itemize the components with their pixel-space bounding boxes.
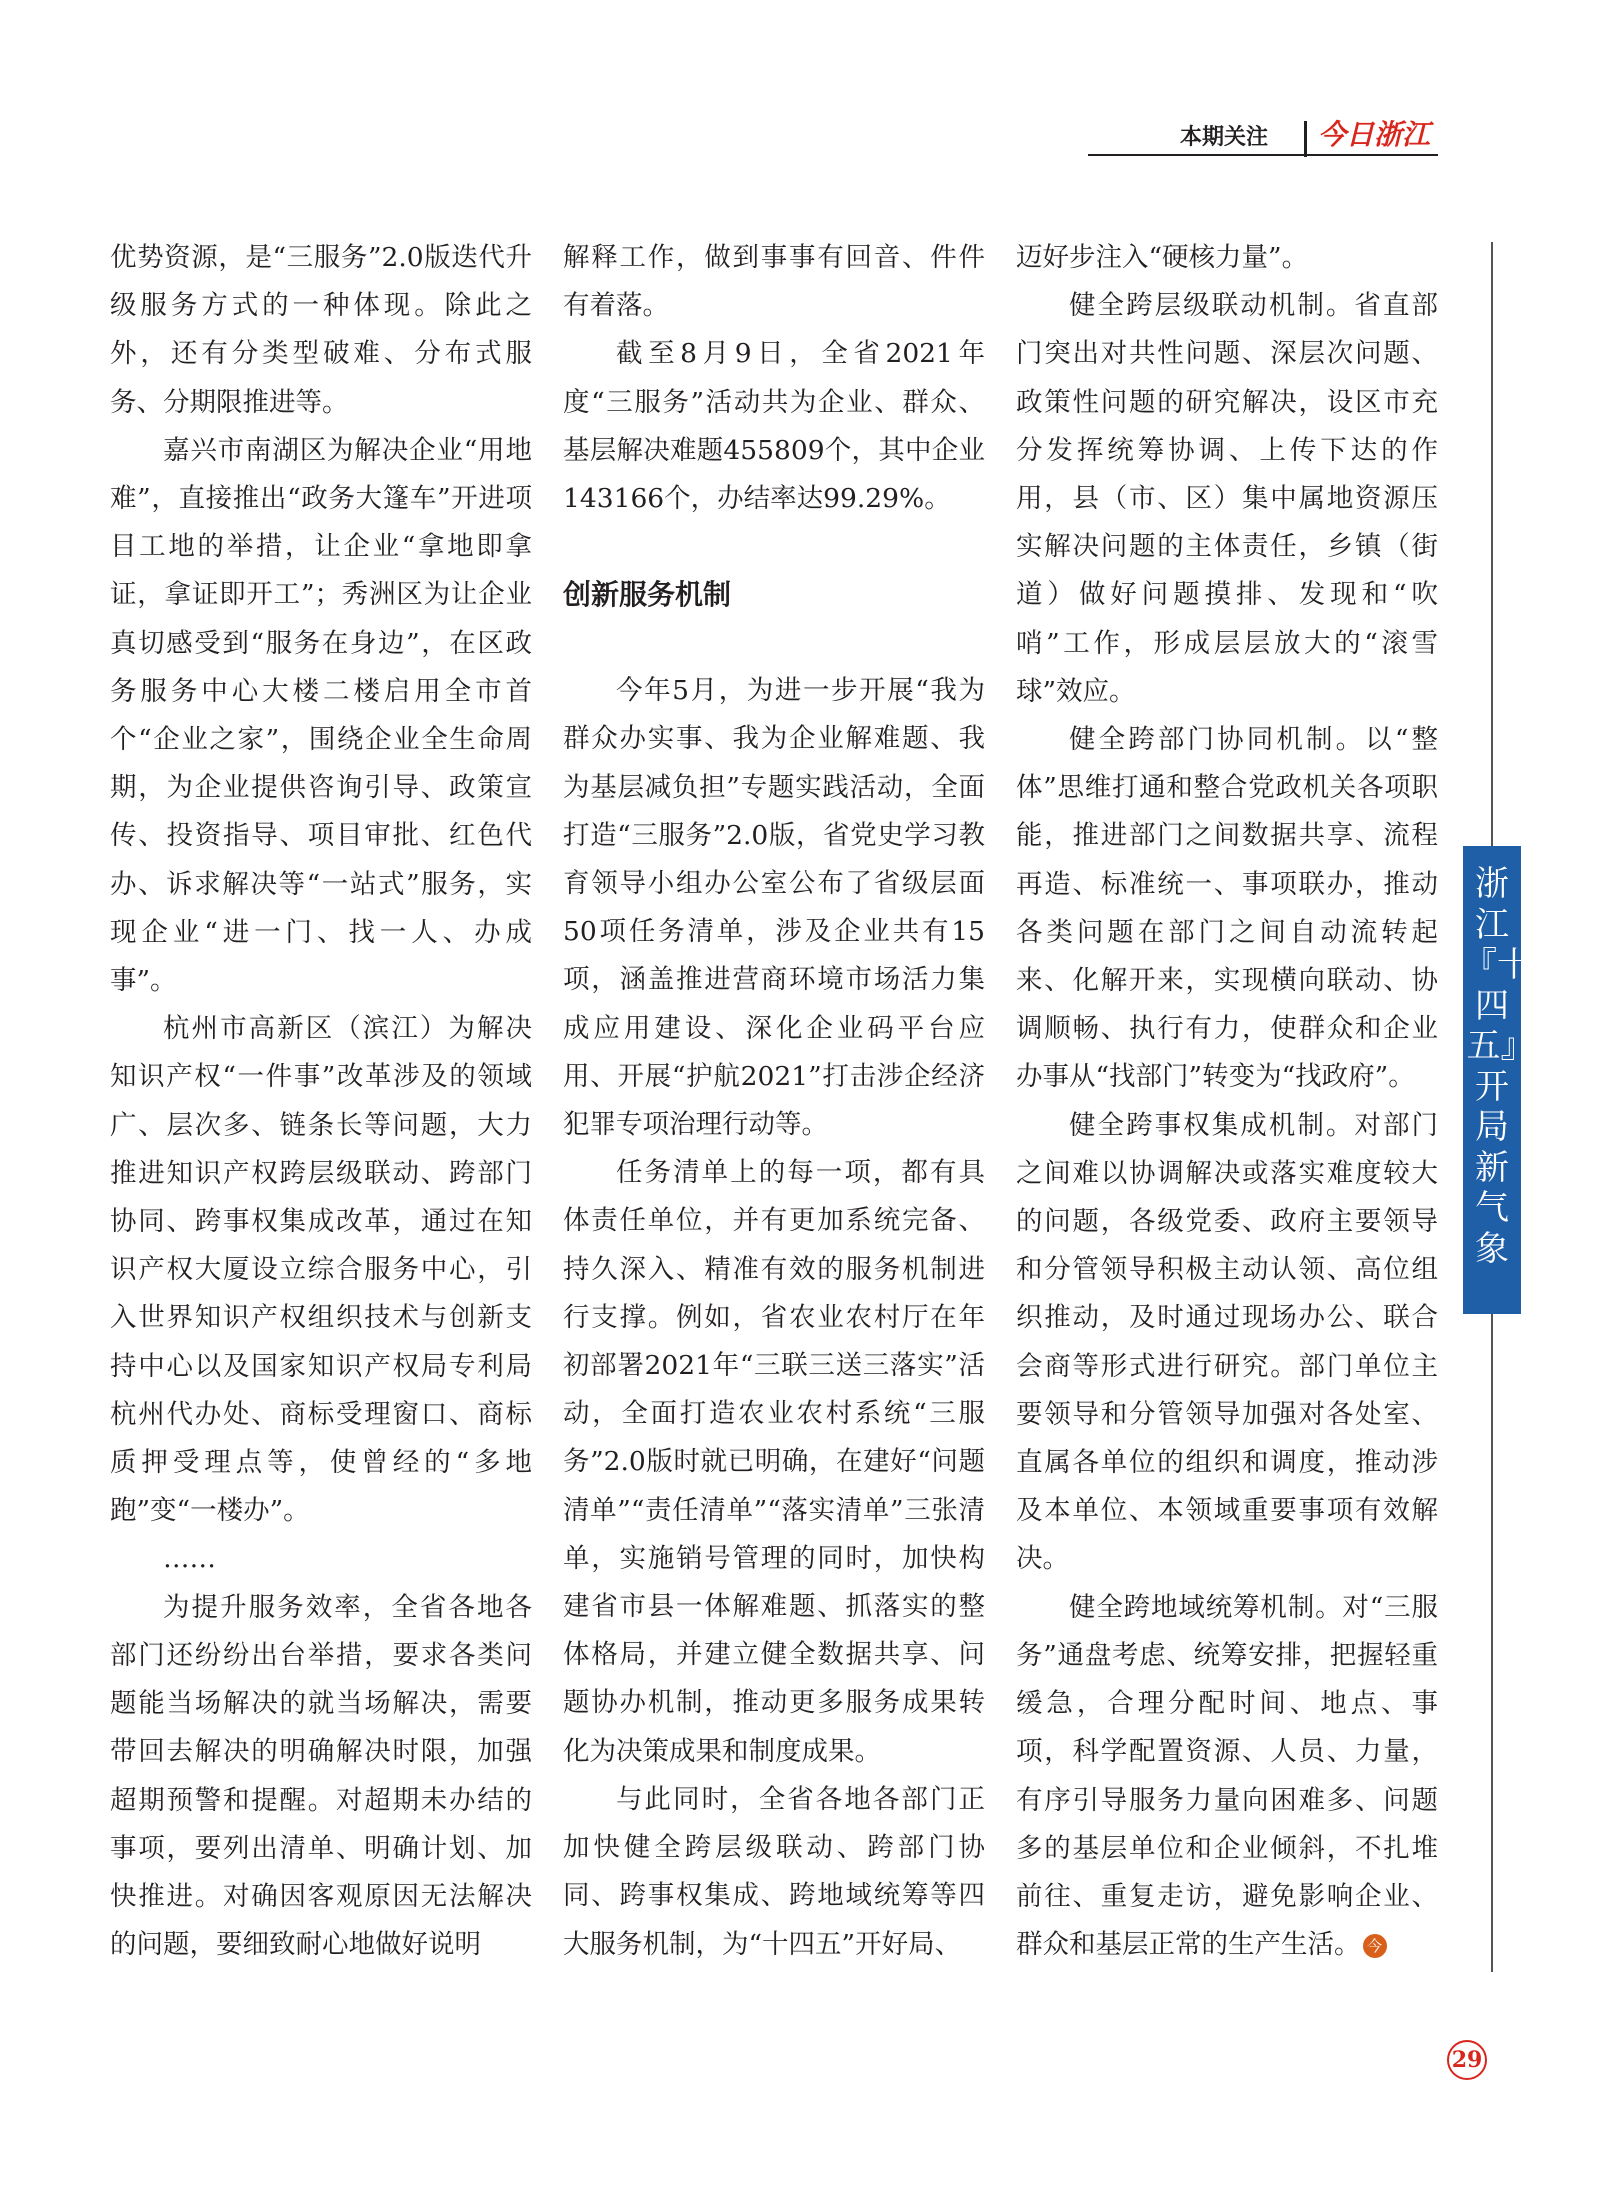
magazine-logo: 今日浙江 bbox=[1318, 118, 1431, 151]
paragraph: 解释工作，做到事事有回音、件件有着落。 bbox=[563, 242, 985, 322]
side-banner bbox=[1463, 846, 1531, 1314]
ellipsis: …… bbox=[163, 1543, 216, 1575]
article-end-icon: 今 bbox=[1363, 1934, 1387, 1958]
paragraph: 迈好步注入“硬核力量”。 bbox=[1016, 242, 1309, 273]
page-number: 29 bbox=[1447, 2040, 1487, 2080]
paragraph: 嘉兴市南湖区为解决企业“用地难”，直接推出“政务大篷车”开进项目工地的举措，让企业“拿地即拿证，拿证即开工”；秀洲区为让企业真切感受到“服务在身边”，在区政务服务中心大楼二楼启用全市首个“企业之家”，围绕企业全生命周期，为企业提供咨询引导、政策宣传、投资指导、项目审批、红色代办、诉求解决等“一站式”服务，实现企业“进一门、找一人、办成事”。 bbox=[110, 434, 532, 997]
paragraph: 健全跨层级联动机制。省直部门突出对共性问题、深层次问题、政策性问题的研究解决，设区市充分发挥统筹协调、上传下达的作用，县（市、区）集中属地资源压实解决问题的主体责任，乡镇（街道）做好问题摸排、发现和“吹哨”工作，形成层层放大的“滚雪球”效应。 bbox=[1016, 290, 1438, 707]
paragraph: 截至8月9日，全省2021年度“三服务”活动共为企业、群众、基层解决难题455809个，其中企业143166个，办结率达99.29%。 bbox=[563, 338, 985, 515]
paragraph: 健全跨部门协同机制。以“整体”思维打通和整合党政机关各项职能，推进部门之间数据共享、流程再造、标准统一、事项联办，推动各类问题在部门之间自动流转起来、化解开来，实现横向联动、协调顺畅、执行有力，使群众和企业办事从“找部门”转变为“找政府”。 bbox=[1016, 724, 1438, 1093]
paragraph: 任务清单上的每一项，都有具体责任单位，并有更加系统完备、持久深入、精准有效的服务机制进行支撑。例如，省农业农村厅在年初部署2021年“三联三送三落实”活动，全面打造农业农村系统“三服务”2.0版时就已明确，在建好“问题清单”“责任清单”“落实清单”三张清单，实施销号管理的同时，加快构建省市县一体解难题、抓落实的整体格局，并建立健全数据共享、问题协办机制，推动更多服务成果转化为决策成果和制度成果。 bbox=[563, 1157, 985, 1767]
paragraph-text: 健全跨地域统筹机制。对“三服务”通盘考虑、统筹安排，把握轻重缓急，合理分配时间、地点、事项，科学配置资源、人员、力量，有序引导服务力量向困难多、问题多的基层单位和企业倾斜，不扎堆前往、重复走访，避免影响企业、群众和基层正常的生产生活。 bbox=[1016, 1591, 1438, 1961]
header-separator bbox=[1304, 121, 1307, 157]
paragraph bbox=[1016, 1584, 1438, 1970]
paragraph: 与此同时，全省各地各部门正加快健全跨层级联动、跨部门协同、跨事权集成、跨地域统筹等四大服务机制，为“十四五”开好局、 bbox=[563, 1783, 985, 1960]
article-column-3 bbox=[1016, 234, 1438, 1969]
section-heading: 创新服务机制 bbox=[563, 578, 732, 612]
side-banner-text: 浙江『十四五』开局新气象 bbox=[1463, 864, 1531, 1269]
article-column-2 bbox=[563, 234, 985, 1969]
paragraph: 为提升服务效率，全省各地各部门还纷纷出台举措，要求各类问题能当场解决的就当场解决，需要带回去解决的明确解决时限，加强超期预警和提醒。对超期未办结的事项，要列出清单、明确计划、加快推进。对确因客观原因无法解决的问题，要细致耐心地做好说明 bbox=[110, 1591, 532, 1961]
paragraph: 杭州市高新区（滨江）为解决知识产权“一件事”改革涉及的领域广、层次多、链条长等问题，大力推进知识产权跨层级联动、跨部门协同、跨事权集成改革，通过在知识产权大厦设立综合服务中心，引入世界知识产权组织技术与创新支持中心以及国家知识产权局专利局杭州代办处、商标受理窗口、商标质押受理点等，使曾经的“多地跑”变“一楼办”。 bbox=[110, 1013, 532, 1527]
paragraph: 健全跨事权集成机制。对部门之间难以协调解决或落实难度较大的问题，各级党委、政府主要领导和分管领导积极主动认领、高位组织推动，及时通过现场办公、联合会商等形式进行研究。部门单位主要领导和分管领导加强对各处室、直属各单位的组织和调度，推动涉及本单位、本领域重要事项有效解决。 bbox=[1016, 1109, 1438, 1575]
header-rule bbox=[1088, 154, 1438, 156]
article-column-1 bbox=[110, 234, 532, 1969]
paragraph: 今年5月，为进一步开展“我为群众办实事、我为企业解难题、我为基层减负担”专题实践活动，全面打造“三服务”2.0版，省党史学习教育领导小组办公室公布了省级层面50项任务清单，涉及企业共有15项，涵盖推进营商环境市场活力集成应用建设、深化企业码平台应用、开展“护航2021”打击涉企经济犯罪专项治理行动等。 bbox=[563, 675, 985, 1141]
paragraph: 优势资源，是“三服务”2.0版迭代升级服务方式的一种体现。除此之外，还有分类型破难、分布式服务、分期限推进等。 bbox=[110, 242, 532, 418]
section-label: 本期关注 bbox=[1180, 125, 1269, 150]
